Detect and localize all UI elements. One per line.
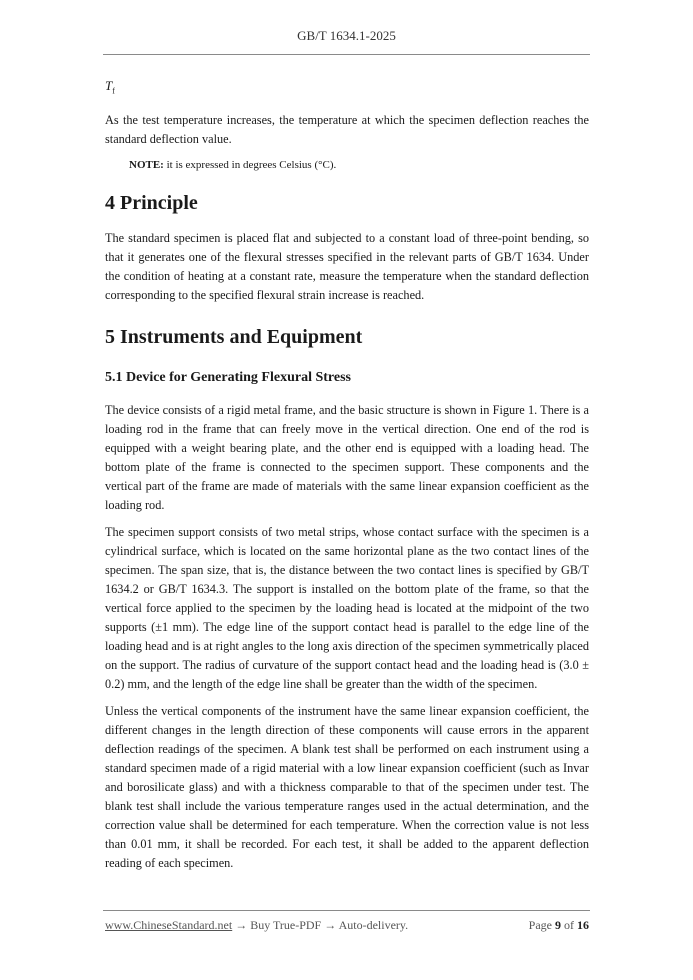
page-body [105, 78, 589, 881]
arrow-right-icon: → [235, 918, 248, 932]
arrow-right-icon: → [324, 918, 337, 932]
term-definition: As the test temperature increases, the temperature at which the specimen deflection reaches the standard deflection value. [105, 112, 589, 146]
section-5-1-paragraph-3: Unless the vertical components of the instrument have the same linear expansion coefficient, the different changes in the length direction of these components will cause errors in the apparent deflection readings of the specimen. A blank test shall be performed on each instrument using a standard specimen made of a rigid material with a low linear expansion coefficient (such as Invar and borosilicate glass) and with a thickness comparable to that of the specimen under test. The blank test shall include the various temperature ranges used in the actual determination, and the correction value shall be determined for each temperature. When the correction value is not less than 0.01 mm, it shall be recorded. For each test, it shall be added to the apparent deflection reading of each specimen. [105, 703, 589, 870]
note-text: it is expressed in degrees Celsius (°C). [166, 158, 337, 171]
page-total: 16 [577, 918, 589, 932]
section-5-1-heading: 5.1 Device for Generating Flexural Stress [105, 369, 351, 385]
page-current: 9 [555, 918, 561, 932]
header-rule [103, 54, 590, 55]
buy-pdf-text: Buy True-PDF [250, 918, 322, 932]
auto-delivery-text: Auto-delivery. [338, 918, 409, 932]
term-symbol: $T_f$ [105, 78, 115, 96]
site-link[interactable]: www.ChineseStandard.net [105, 918, 233, 932]
note [129, 159, 589, 171]
section-5-heading: 5 Instruments and Equipment [105, 325, 363, 348]
note-label: NOTE: [129, 158, 164, 171]
page-footer [105, 918, 589, 933]
section-4-heading: 4 Principle [105, 191, 198, 214]
section-5-1-paragraph-2: The specimen support consists of two metal strips, whose contact surface with the specimen is a cylindrical surface, which is located on the same horizontal plane as the two contact lines of the specimen. The span size, that is, the distance between the two contact lines is specified by GB/T 1634.2 or GB/T 1634.3. The support is installed on the bottom plate of the frame, so that the vertical force applied to the specimen by the loading head is located at the midpoint of the two supports (±1 mm). The edge line of the support contact head is parallel to the edge line of the loading head and is at right angles to the long axis direction of the specimen symmetrically placed on the support. The radius of curvature of the support contact head and the loading head is (3.0 ± 0.2) mm, and the length of the edge line shall be greater than the width of the specimen. [105, 524, 589, 691]
page-number: Page 9 of 16 [528, 918, 589, 932]
document-header: GB/T 1634.1-2025 [297, 28, 396, 43]
section-5-1-paragraph-1: The device consists of a rigid metal frame, and the basic structure is shown in Figure 1. There is a loading rod in the frame that can freely move in the vertical direction. One end of the rod is equipped with a weight bearing plate, and the other end is equipped with a loading head. The bottom plate of the frame is connected to the specimen support. These components and the vertical part of the frame are made of materials with the same linear expansion coefficient as the loading rod. [105, 402, 589, 512]
section-4-paragraph: The standard specimen is placed flat and subjected to a constant load of three-point bending, so that it generates one of the flexural stresses specified in the relevant parts of GB/T 1634. Under the condition of heating at a constant rate, measure the temperature when the standard deflection corresponding to the specified flexural strain increase is reached. [105, 230, 589, 302]
footer-rule [103, 910, 590, 911]
